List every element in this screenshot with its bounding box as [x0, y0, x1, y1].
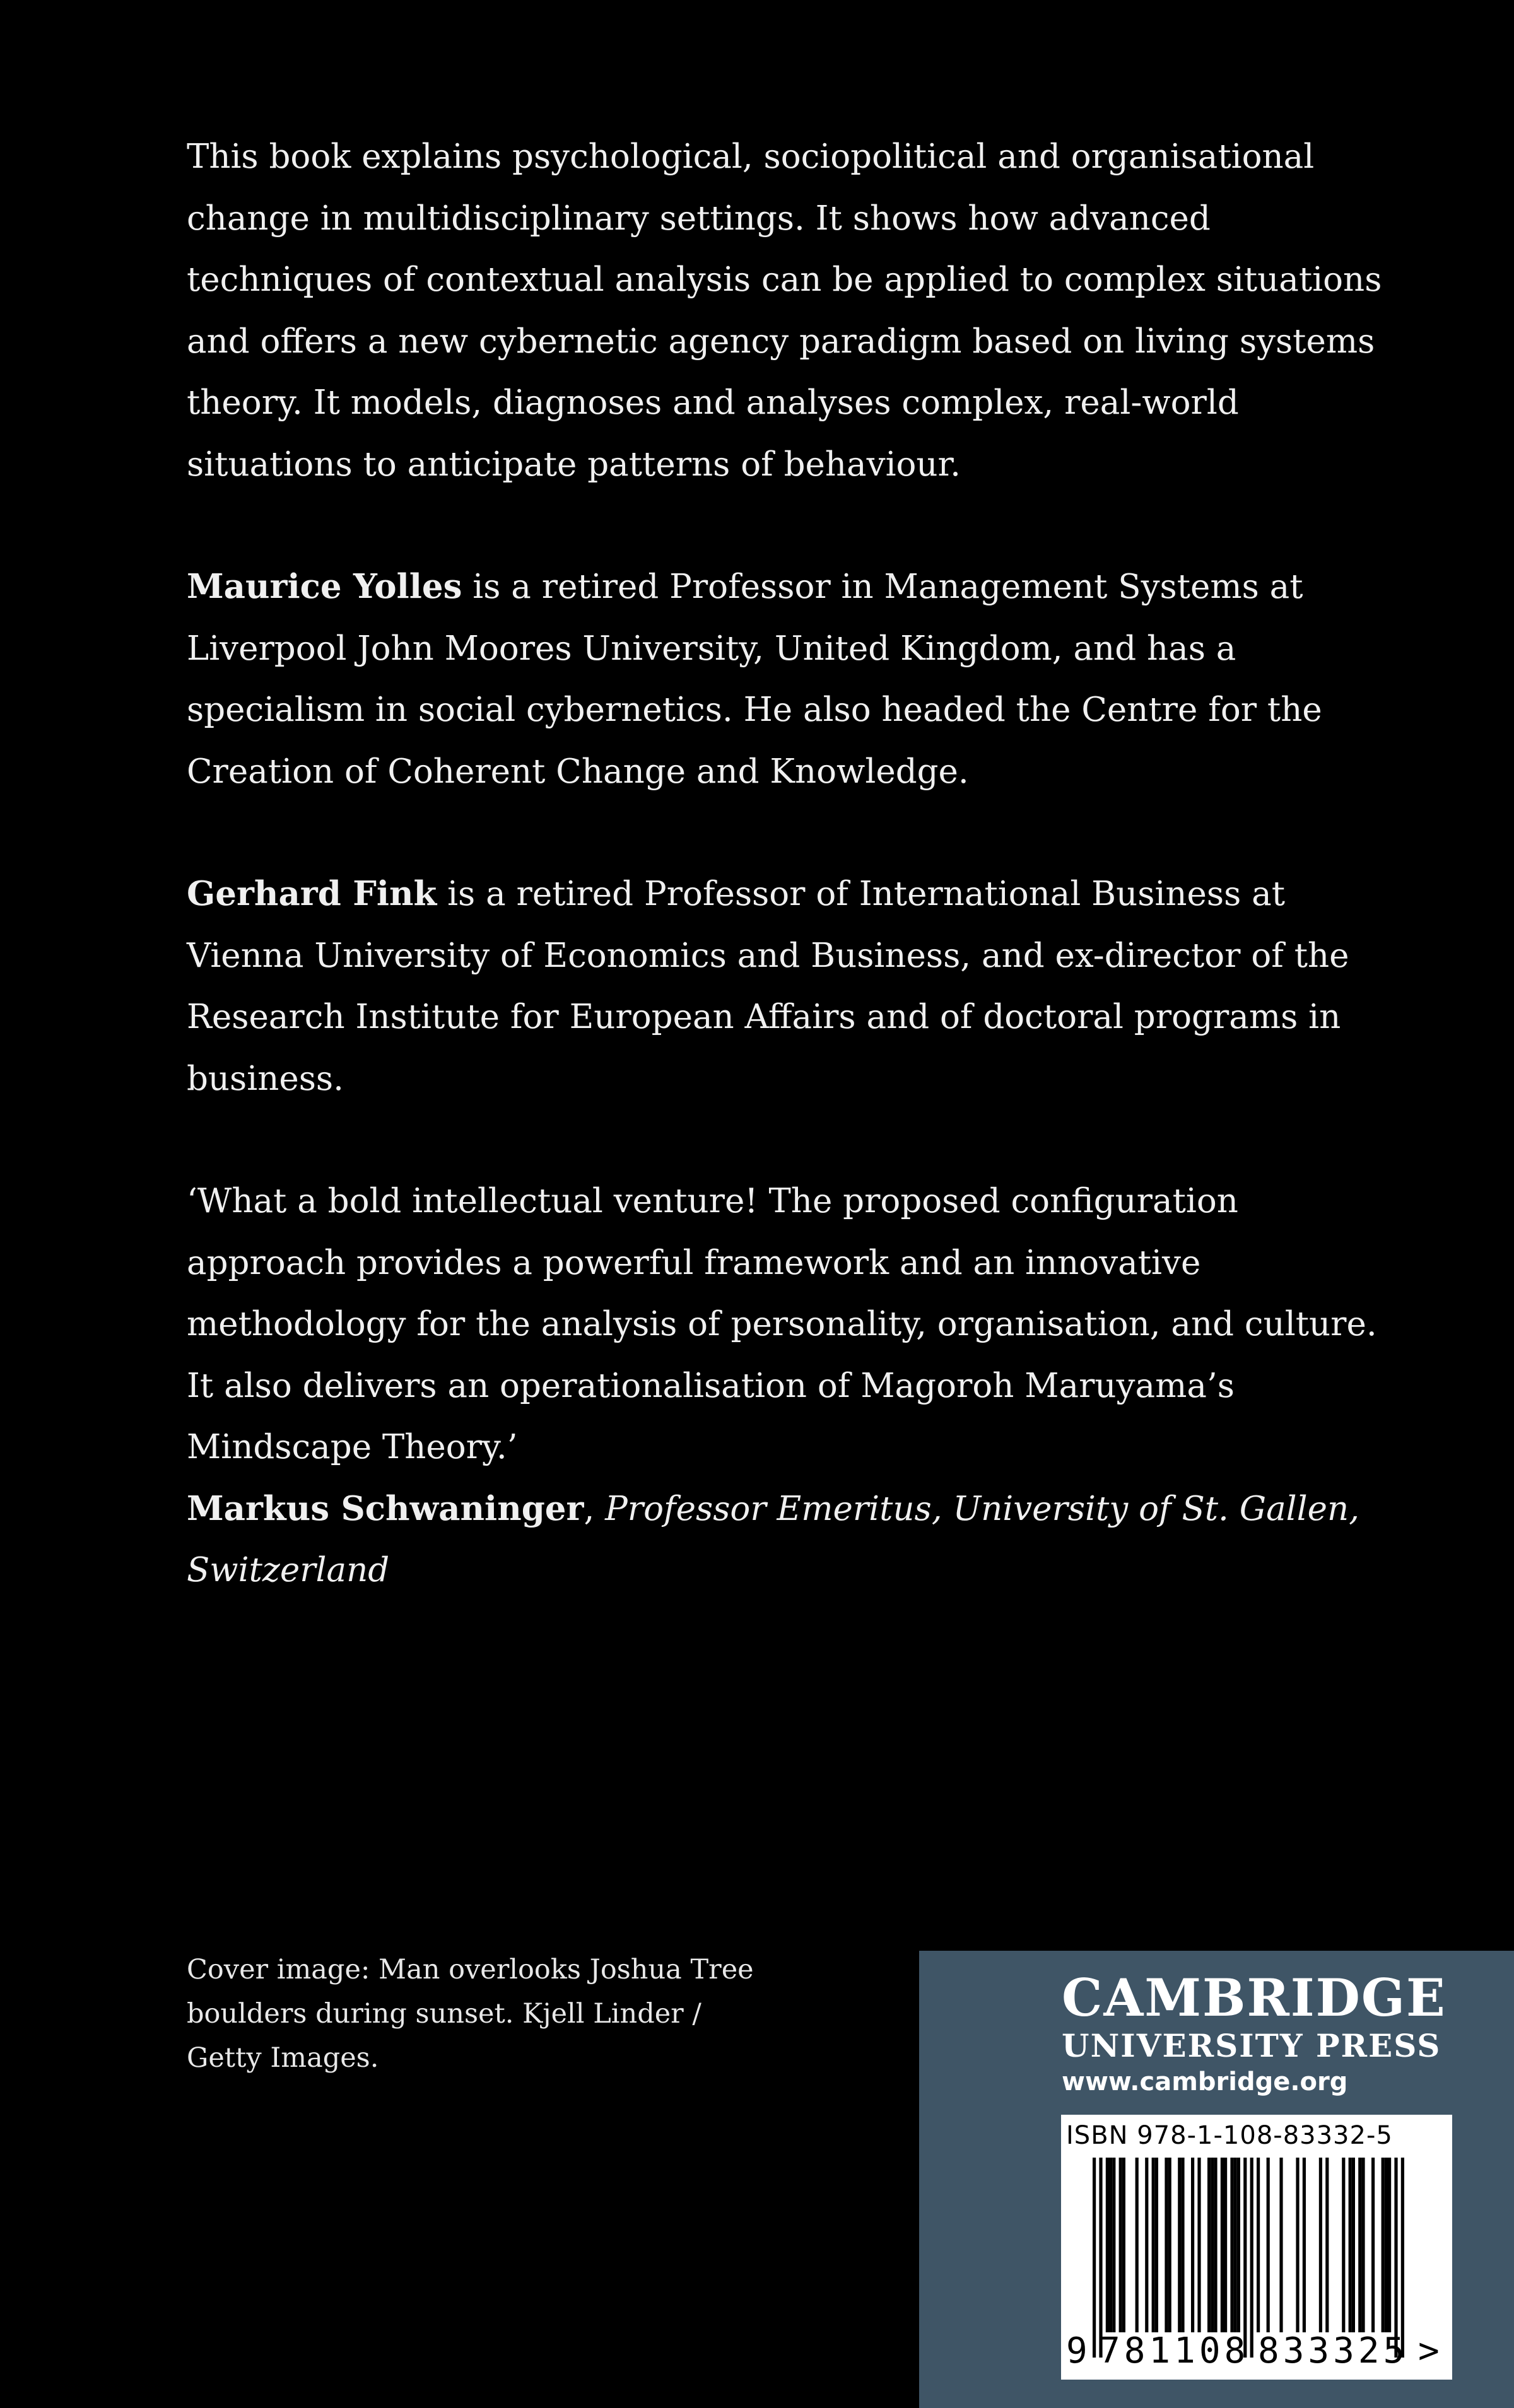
cover-text-block	[187, 126, 1398, 1663]
publisher-name-line1: CAMBRIDGE	[1062, 1968, 1447, 2028]
endorsement-affiliation: Professor Emeritus, University of St. Gallen, Switzerland	[187, 1489, 1359, 1589]
publisher-panel	[919, 1951, 1514, 2408]
barcode-bar	[1155, 2158, 1158, 2332]
barcode-bar	[1207, 2158, 1211, 2332]
barcode-digits-left: 781108	[1099, 2330, 1250, 2371]
barcode-bar	[1250, 2158, 1253, 2358]
barcode-bar	[1388, 2158, 1391, 2332]
author-name-1: Maurice Yolles	[187, 567, 462, 606]
author-bio-text-2: is a retired Professor of International Business at Vienna University of Economics and Business, and ex-director of the Research Institute for European Affairs and of doctoral programs in business.	[187, 875, 1349, 1098]
publisher-logo-text	[1062, 1970, 1503, 2064]
author-bio-2	[187, 863, 1398, 1109]
barcode-digits-right: 833325	[1258, 2330, 1409, 2371]
barcode-bar	[1093, 2158, 1096, 2358]
barcode-bar	[1371, 2158, 1375, 2332]
barcode-bar	[1119, 2158, 1122, 2332]
barcode-bar	[1303, 2158, 1306, 2332]
barcode-bar	[1319, 2158, 1322, 2332]
author-bio-text-1: is a retired Professor in Management Systems at Liverpool John Moores University, United Kingdom, and has a specialism in social cybernetics. He also headed the Centre for the Creation of Coherent Change and Knowledge.	[187, 568, 1322, 791]
barcode-bar	[1349, 2158, 1352, 2332]
barcode-bar	[1401, 2158, 1404, 2358]
barcode-bar	[1168, 2158, 1171, 2332]
barcode-bar	[1178, 2158, 1181, 2332]
barcode-bar	[1358, 2158, 1361, 2332]
barcode-digits	[1061, 2329, 1452, 2373]
endorsement-author: Markus Schwaninger	[187, 1488, 584, 1528]
barcode-bar	[1234, 2158, 1237, 2332]
barcode-bar	[1342, 2158, 1345, 2332]
endorsement	[187, 1171, 1398, 1601]
barcode-bar	[1325, 2158, 1329, 2332]
barcode-bar	[1191, 2158, 1194, 2332]
barcode-bar	[1224, 2158, 1227, 2332]
barcode-bar	[1145, 2158, 1148, 2332]
barcode-bar	[1352, 2158, 1355, 2332]
barcode-bar	[1106, 2158, 1109, 2332]
barcode-bar	[1211, 2158, 1214, 2332]
publisher-url: www.cambridge.org	[1062, 2067, 1348, 2096]
isbn-barcode	[1061, 2115, 1452, 2380]
book-description: This book explains psychological, sociopolitical and organisational change in multidisciplinary settings. It shows how advanced techniques of contextual analysis can be applied to complex situations and offers a new cybernetic agency paradigm based on living systems theory. It models, diagnoses and analyses complex, real-world situations to anticipate patterns of behaviour.	[187, 137, 1382, 484]
barcode-bar	[1136, 2158, 1139, 2332]
barcode-bar	[1112, 2158, 1115, 2332]
barcode-bar	[1296, 2158, 1299, 2332]
author-bio-1	[187, 556, 1398, 802]
barcode-bar	[1382, 2158, 1385, 2332]
barcode-bar	[1243, 2158, 1247, 2358]
barcode-bar	[1152, 2158, 1155, 2332]
author-name-2: Gerhard Fink	[187, 874, 437, 913]
barcode-bar	[1394, 2158, 1397, 2358]
barcode-bar	[1230, 2158, 1233, 2332]
publisher-name-line2: UNIVERSITY PRESS	[1062, 2027, 1441, 2064]
barcode-digit-first: 9	[1066, 2330, 1088, 2371]
barcode-bar	[1279, 2158, 1282, 2332]
barcode-bar	[1109, 2158, 1112, 2332]
endorsement-separator: ,	[584, 1489, 606, 1528]
endorsement-quote: ‘What a bold intellectual venture! The proposed configuration approach provides a powerful framework and an innovative methodology for the analysis of personality, organisation, and culture. It also delivers an operationalisation of Magoroh Maruyama’s Mindscape Theory.’	[187, 1182, 1377, 1466]
barcode-bar	[1099, 2158, 1102, 2358]
isbn-label: ISBN 978-1-108-83332-5	[1066, 2121, 1393, 2150]
barcode-bar	[1122, 2158, 1125, 2332]
barcode-bar	[1214, 2158, 1217, 2332]
barcode-bar	[1165, 2158, 1168, 2332]
barcode-bar	[1257, 2158, 1260, 2332]
barcode-bar	[1181, 2158, 1184, 2332]
barcode-bar	[1221, 2158, 1224, 2332]
barcode-bar	[1197, 2158, 1200, 2332]
barcode-bar	[1361, 2158, 1364, 2332]
barcode-bar	[1237, 2158, 1240, 2332]
cover-image-credit: Cover image: Man overlooks Joshua Tree boulders during sunset. Kjell Linder / Getty Images.	[187, 1954, 754, 2074]
barcode-bar	[1267, 2158, 1270, 2332]
barcode-bar	[1385, 2158, 1388, 2332]
barcode-end-mark: >	[1418, 2330, 1440, 2371]
